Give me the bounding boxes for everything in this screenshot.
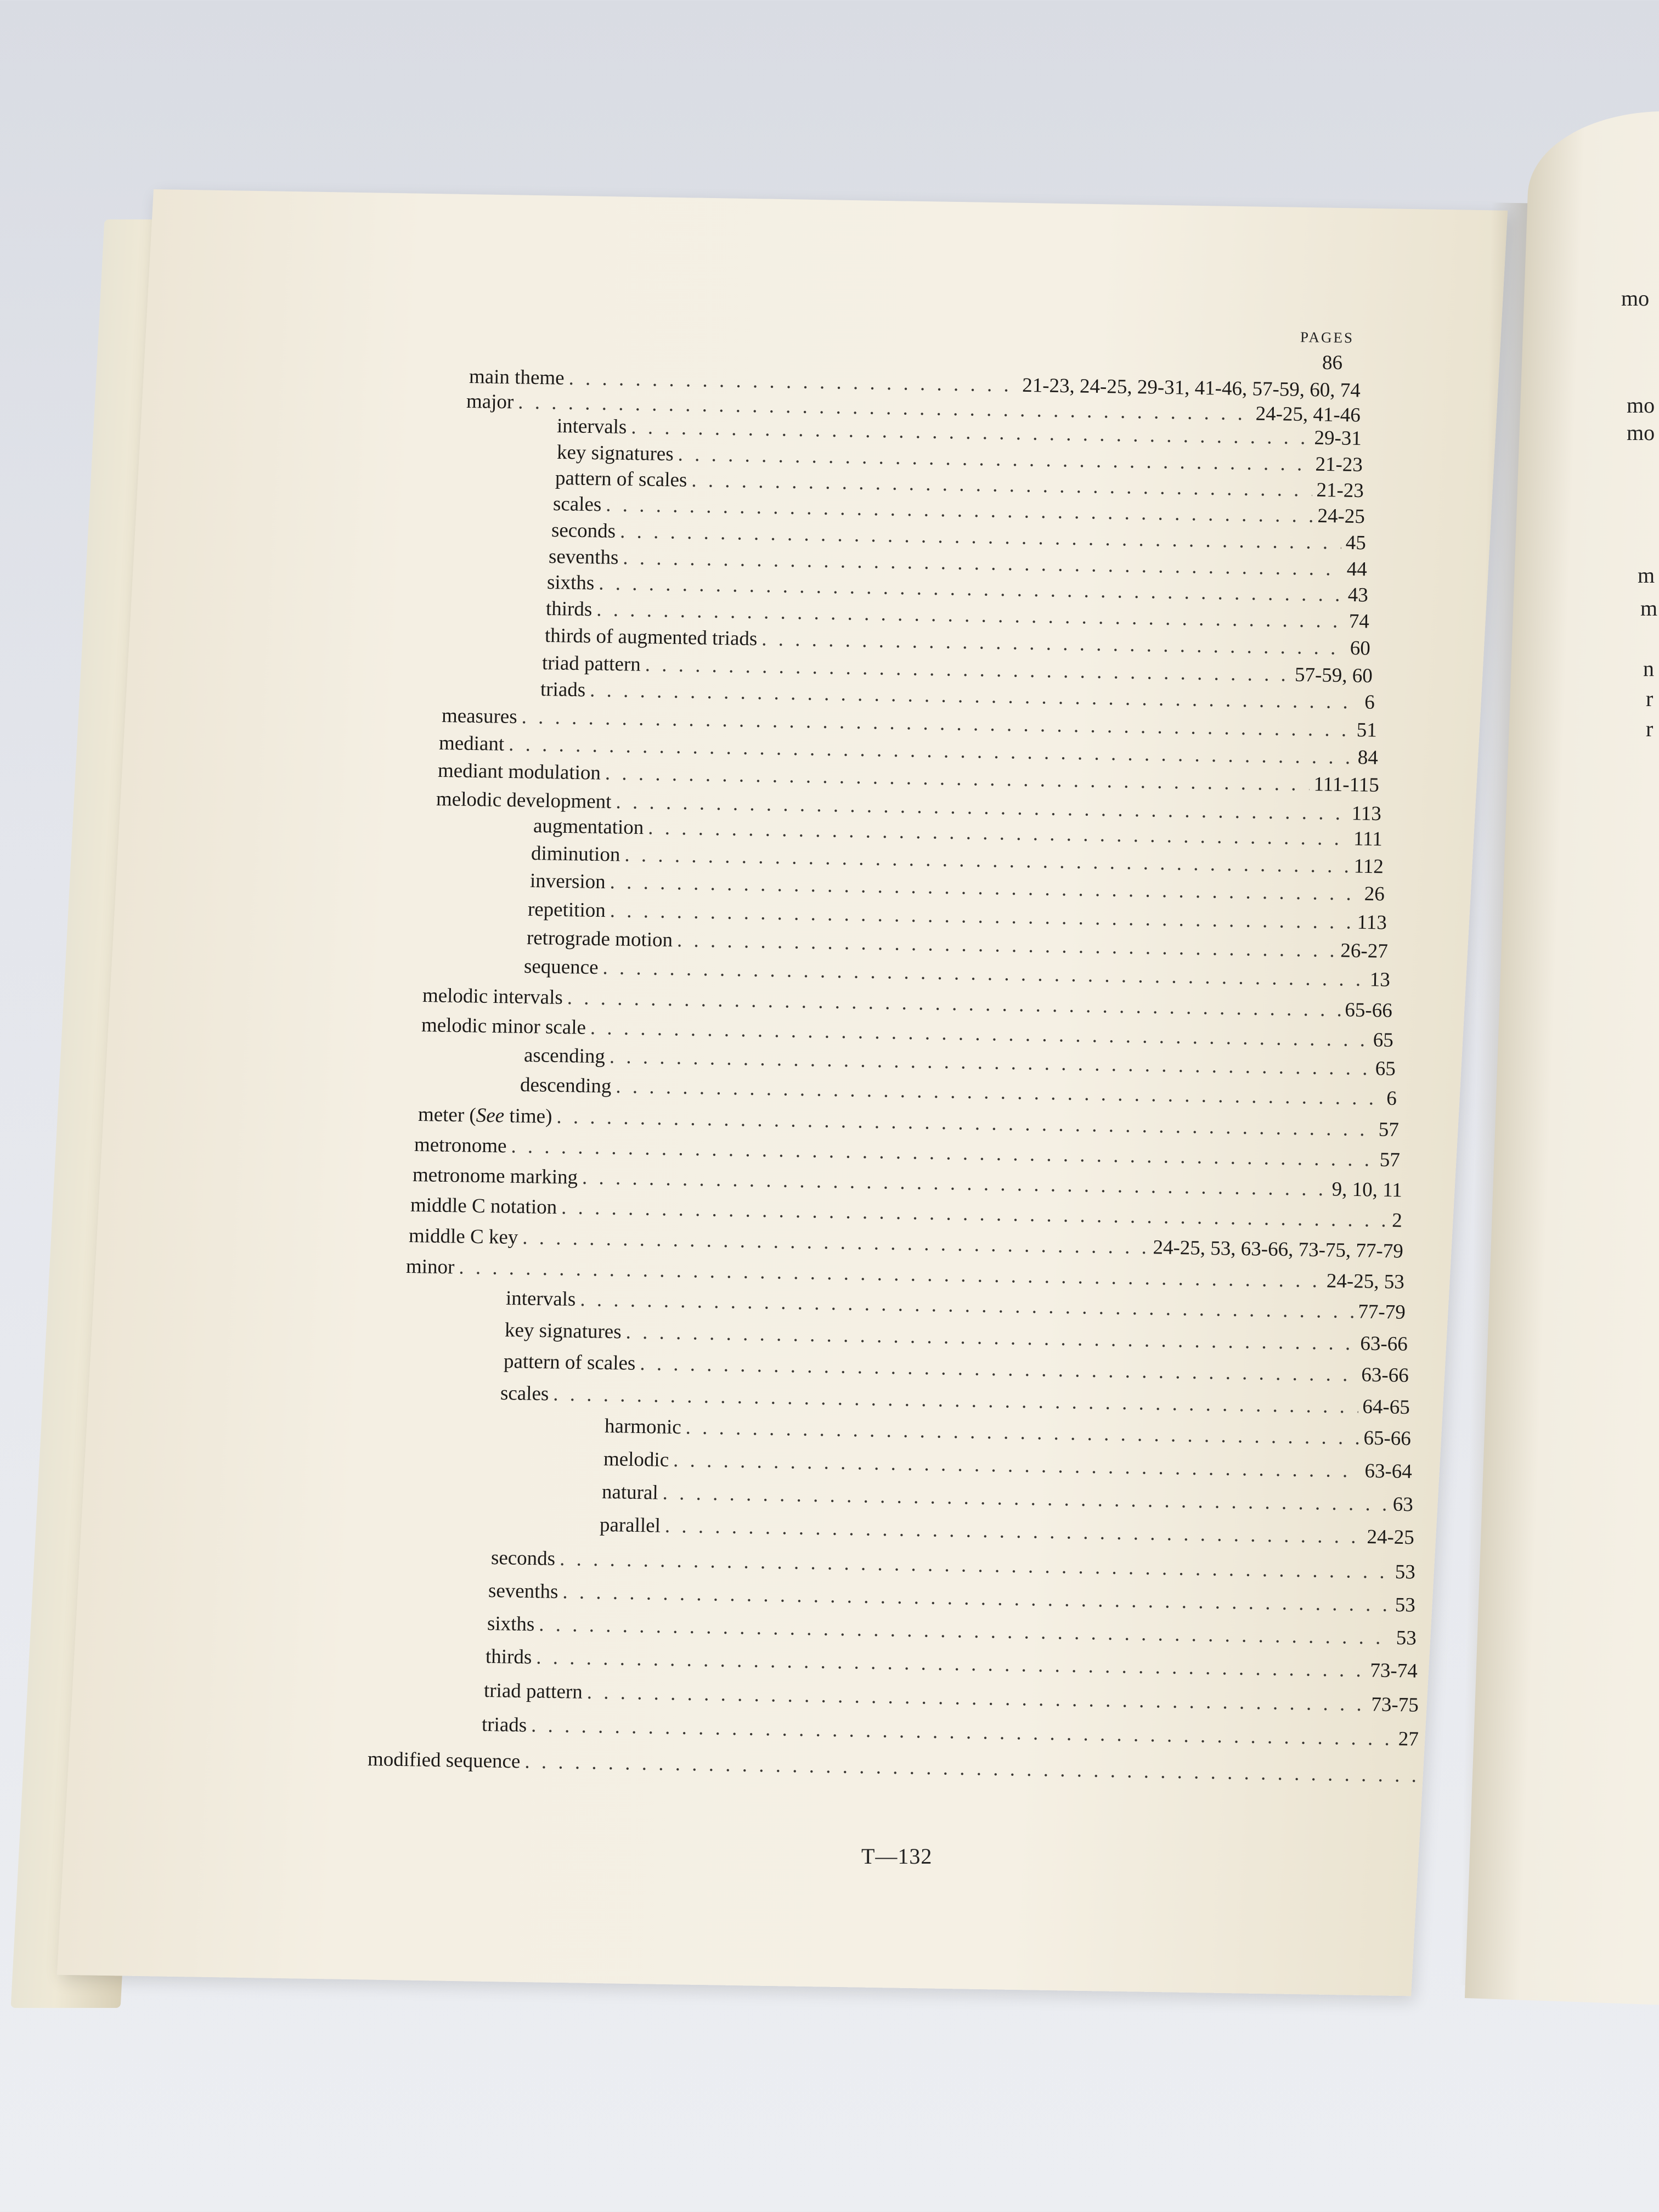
index-term: scales (552, 493, 602, 516)
index-page-numbers: 63-66 (1361, 1363, 1409, 1387)
index-term: melodic (603, 1448, 669, 1471)
index-page-numbers: 57 (1378, 1118, 1400, 1142)
index-entry (506, 1286, 1406, 1324)
index-entry (491, 1546, 1415, 1584)
index-term: harmonic (604, 1415, 682, 1439)
facing-page-fragment: mo (1627, 393, 1655, 417)
facing-page-fragment: r (1646, 716, 1654, 741)
index-term: pattern of scales (503, 1350, 636, 1375)
leader-dots (673, 1448, 1361, 1483)
index-page-numbers: 21-23, 24-25, 29-31, 41-46, 57-59, 60, 74 (1022, 374, 1361, 402)
see-reference: See (476, 1104, 505, 1127)
index-page-numbers: 21-23 (1315, 453, 1363, 477)
index-page-numbers: 74 (1348, 610, 1370, 633)
index-page-numbers: 64-65 (1362, 1395, 1410, 1419)
index-page-numbers: 24-25, 41-46 (1255, 402, 1361, 427)
index-term: thirds (545, 597, 592, 621)
index-term: seconds (551, 519, 616, 543)
leader-dots (665, 1514, 1363, 1549)
leader-dots (536, 1645, 1366, 1682)
index-page-numbers: 113 (1351, 802, 1382, 826)
leader-dots (625, 1320, 1356, 1355)
leader-dots (459, 1256, 1322, 1293)
index-page-numbers: 6 (1386, 1087, 1397, 1110)
index-entry (368, 1747, 1421, 1787)
index-term: sixths (487, 1612, 535, 1636)
leader-dots (562, 1580, 1391, 1617)
pages-column-heading: PAGES (1300, 329, 1355, 346)
index-term: main theme (469, 365, 565, 390)
index-entry (602, 1480, 1413, 1516)
index-term: augmentation (533, 815, 644, 839)
leader-dots (531, 1713, 1394, 1751)
index-term: minor (405, 1255, 455, 1279)
index-term: parallel (599, 1514, 661, 1537)
index-page-numbers: 57-59, 60 (1294, 663, 1373, 687)
leader-dots (511, 1135, 1375, 1172)
facing-page-fragment: n (1643, 656, 1654, 681)
leader-dots (539, 1612, 1392, 1649)
index-page-numbers: 60 (1350, 637, 1371, 660)
page-number: T—132 (861, 1844, 933, 1869)
index-page-numbers: 63 (1392, 1493, 1414, 1516)
leader-dots (610, 1045, 1372, 1080)
index-page-numbers: 63-66 (1360, 1332, 1408, 1356)
leader-dots (553, 1383, 1358, 1419)
see-reference-target: time (509, 1104, 546, 1128)
index-page-numbers: 73-74 (1370, 1659, 1418, 1683)
index-term: sequence (523, 955, 599, 979)
index-page-numbers: 53 (1395, 1560, 1416, 1584)
index-page-numbers: 57 (1379, 1148, 1401, 1172)
leader-dots (685, 1415, 1359, 1449)
index-term: key signatures (556, 441, 674, 466)
index-term: mediant (438, 732, 505, 755)
index-entry (600, 1513, 1414, 1549)
facing-page-fragment: m (1638, 563, 1655, 588)
index-page-numbers: 65-66 (1363, 1426, 1412, 1451)
leader-dots (556, 1105, 1374, 1141)
index-term: natural (601, 1481, 659, 1504)
index-term: ascending (523, 1044, 606, 1068)
index-page-numbers: 44 (1346, 557, 1368, 581)
facing-page-fragment: mo (1621, 286, 1650, 311)
leader-dots (640, 1352, 1357, 1387)
index-page-numbers: 27 (1398, 1728, 1419, 1751)
index-entry (488, 1579, 1415, 1617)
index-term: diminution (531, 842, 620, 866)
leader-dots (677, 928, 1336, 962)
facing-page-fragment: mo (1627, 420, 1655, 445)
index-page-numbers: 24-25 (1367, 1525, 1415, 1549)
index-page-numbers: 53 (1395, 1593, 1416, 1617)
index-entry (482, 1713, 1419, 1751)
index-page-numbers: 43 (1347, 583, 1369, 607)
index-term: triad pattern (483, 1679, 583, 1703)
leader-dots (560, 1547, 1391, 1584)
index-term: repetition (527, 898, 606, 922)
index-page-numbers: 24-25, 53, 63-66, 73-75, 77-79 (1153, 1236, 1404, 1263)
index-page-number: 86 (1322, 352, 1342, 374)
index-term: modified sequence (367, 1748, 521, 1773)
index-page-numbers: 24-25 (1317, 504, 1365, 528)
index-page-numbers: 113 (1357, 911, 1387, 934)
facing-page-fragment: m (1640, 596, 1658, 620)
index-page-numbers: 73-75 (1371, 1693, 1419, 1717)
index-page-numbers: 51 (1356, 719, 1378, 742)
index-term: sixths (546, 571, 595, 595)
index-term: metronome (414, 1133, 507, 1158)
index-term: thirds of augmented triads (544, 624, 758, 651)
leader-dots (586, 1680, 1367, 1716)
leader-dots (662, 1481, 1389, 1516)
index-page-numbers: 84 (1357, 746, 1379, 769)
index-term: triads (540, 678, 586, 702)
leader-dots (616, 1075, 1383, 1110)
index-term: intervals (505, 1287, 576, 1311)
leader-dots (602, 956, 1365, 991)
index-term: meter (See time) (417, 1103, 552, 1128)
index-page-numbers: 13 (1369, 968, 1391, 991)
index-entry (505, 1318, 1408, 1356)
index-page-numbers: 111 (1353, 827, 1383, 851)
index-page-numbers: 77-79 (1358, 1300, 1406, 1324)
index-term: descending (520, 1074, 612, 1098)
index-page-numbers: 29-31 (1314, 426, 1362, 450)
index-term: intervals (556, 415, 627, 438)
leader-dots (582, 1166, 1328, 1201)
index-page-numbers: 26-27 (1340, 939, 1389, 963)
index-page-numbers: 6 (1364, 691, 1375, 714)
index-term: sevenths (548, 545, 619, 569)
index-term: metronome marking (412, 1164, 578, 1189)
index-page-numbers: 65-66 (1345, 998, 1393, 1022)
leader-dots (561, 1195, 1388, 1232)
index-page-numbers: 65 (1375, 1057, 1396, 1080)
index-term: key signatures (504, 1319, 622, 1344)
index-term: pattern of scales (555, 467, 687, 492)
index-term: melodic intervals (422, 984, 563, 1009)
leader-dots (580, 1288, 1354, 1323)
index-page-numbers: 24-25, 53 (1326, 1269, 1405, 1294)
index-term: sevenths (488, 1579, 558, 1603)
leader-dots (522, 1226, 1149, 1259)
index-entry (504, 1350, 1409, 1387)
index-term: seconds (490, 1547, 556, 1570)
index-page-numbers: 65 (1373, 1029, 1394, 1052)
index-term: retrograde motion (526, 927, 673, 952)
index-entry (486, 1645, 1418, 1683)
index-term: scales (500, 1382, 549, 1406)
index-page-numbers: 112 (1353, 855, 1384, 878)
index-page-numbers: 21-23 (1316, 478, 1364, 503)
index-term: middle C key (408, 1224, 518, 1249)
index-entry (605, 1414, 1411, 1451)
leader-dots (761, 627, 1346, 660)
index-term: melodic minor scale (421, 1014, 586, 1039)
index-page-numbers: 9, 10, 11 (1331, 1178, 1403, 1202)
index-term: melodic development (436, 788, 612, 814)
index-term: major (466, 390, 514, 414)
index-term: triad pattern (541, 652, 641, 676)
index-entry (603, 1447, 1412, 1483)
index-page-numbers: 2 (1391, 1209, 1403, 1232)
index-term: measures (441, 704, 517, 729)
index-page-numbers: 53 (1396, 1627, 1417, 1650)
leader-dots (567, 986, 1340, 1022)
index-term: mediant modulation (437, 759, 601, 785)
index-page-numbers: 63-64 (1364, 1459, 1413, 1483)
index-page-numbers: 26 (1364, 882, 1385, 906)
index-term: thirds (485, 1645, 532, 1669)
index-term: middle C notation (410, 1194, 557, 1219)
index-page-numbers: 111-115 (1313, 773, 1380, 797)
index-term: triads (481, 1713, 527, 1737)
index-entry (484, 1679, 1419, 1717)
index-entry (500, 1381, 1410, 1419)
index-page-numbers: 45 (1345, 531, 1367, 555)
index-term: inversion (529, 870, 606, 894)
facing-page-fragment: r (1646, 686, 1654, 711)
index-entry (487, 1612, 1417, 1650)
leader-dots (524, 1750, 1417, 1788)
